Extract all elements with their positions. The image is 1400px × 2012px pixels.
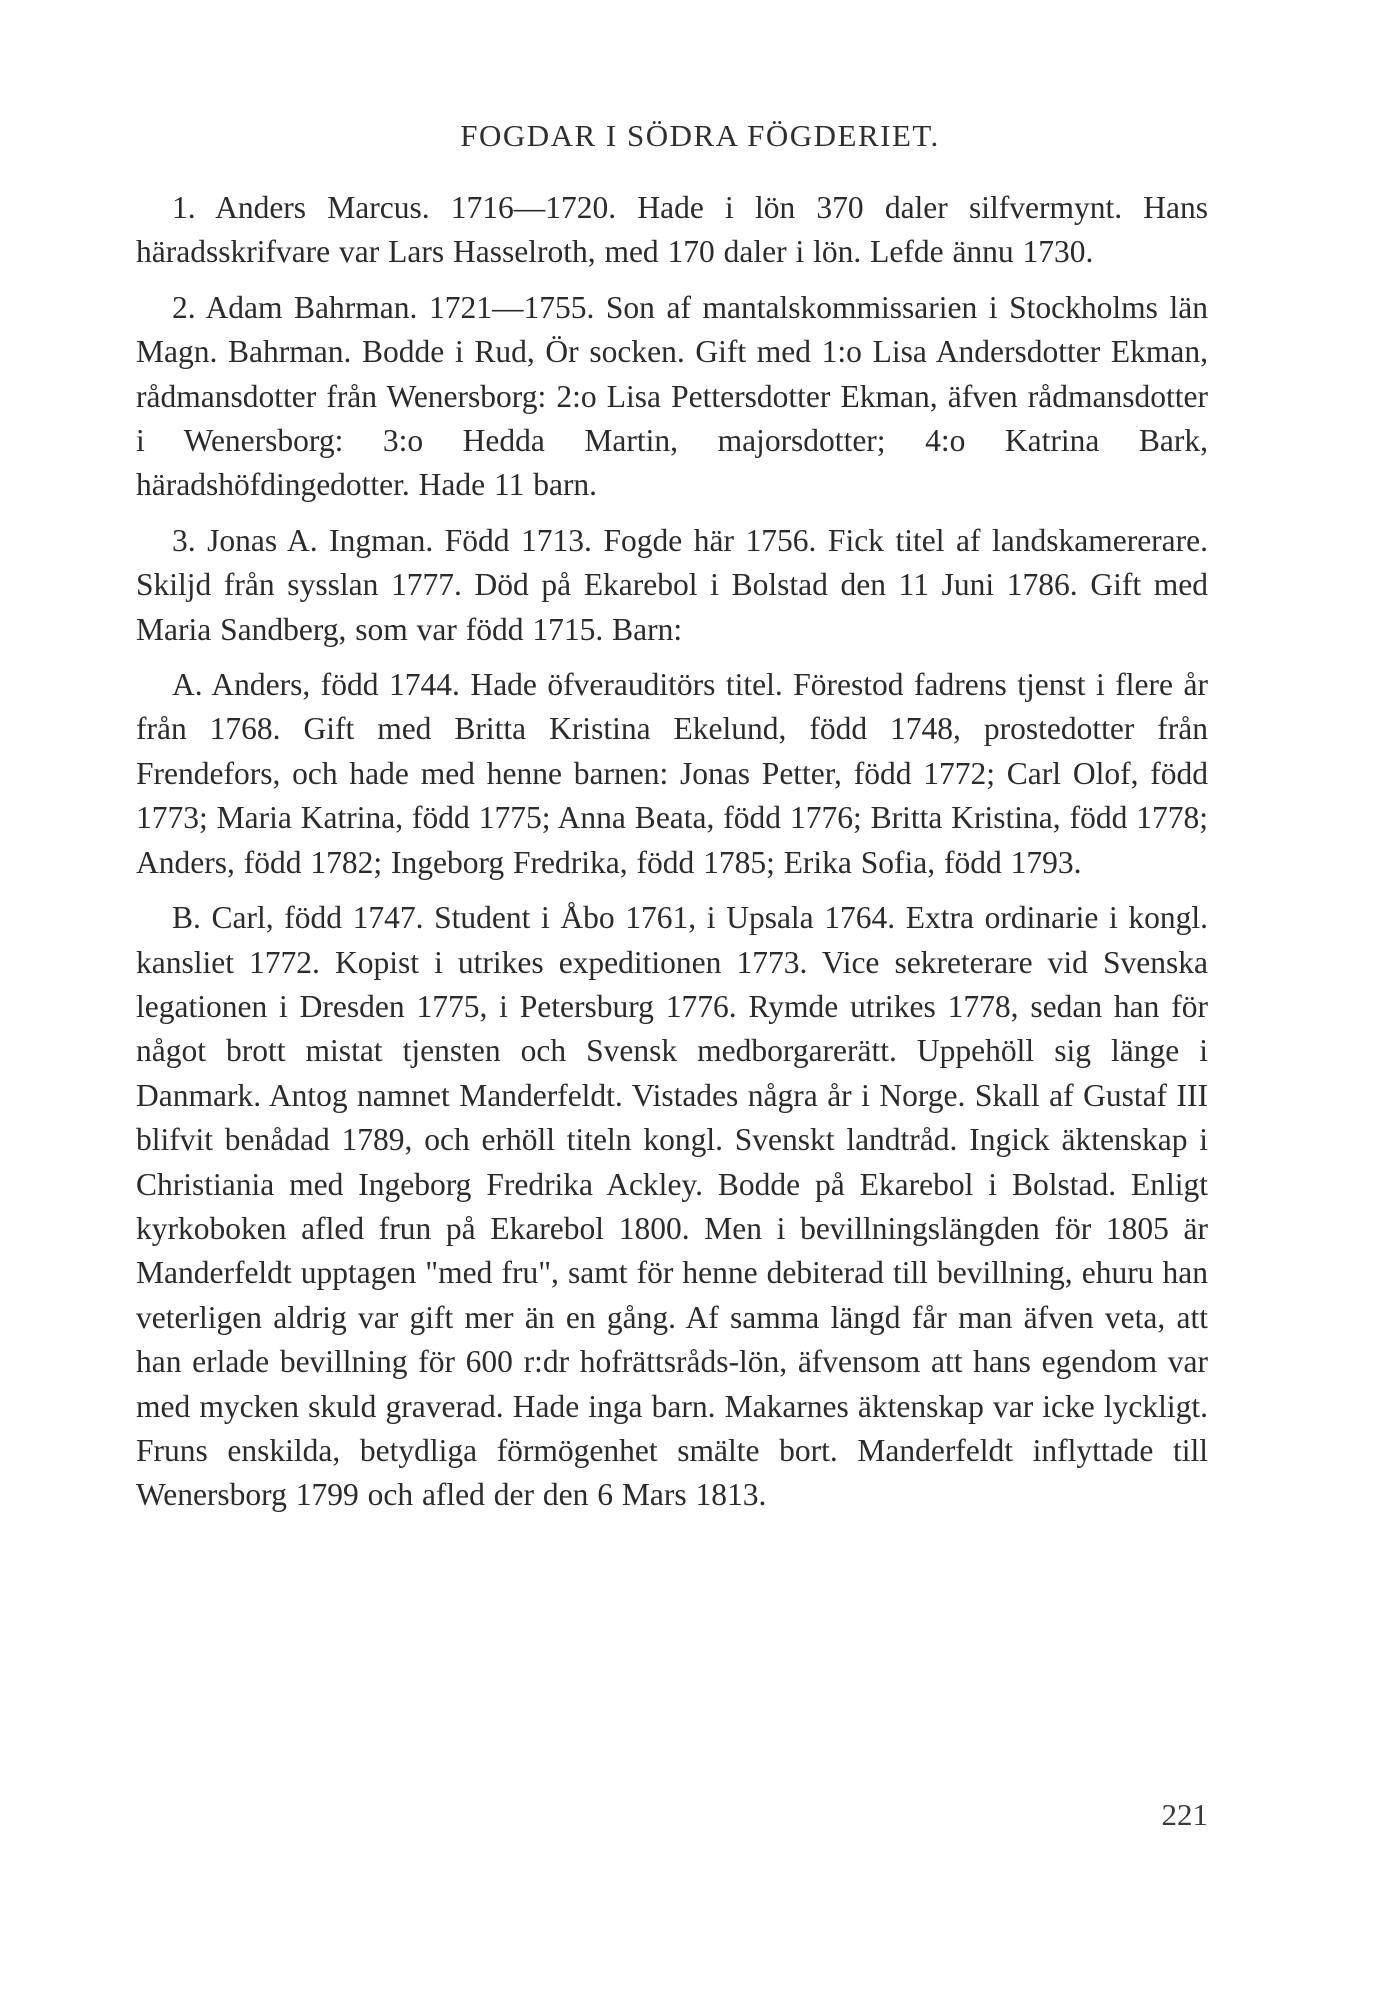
paragraph-anders-marcus: 1. Anders Marcus. 1716—1720. Hade i lön 370 daler silfvermynt. Hans häradsskrifvare var Lars Hasselroth, med 170 daler i lön. Lefde ännu 1730. xyxy=(136,190,1208,270)
body-text xyxy=(136,186,1208,1529)
page-number: 221 xyxy=(1161,1797,1208,1832)
paragraph-adam-bahrman: 2. Adam Bahrman. 1721—1755. Son af mantalskommissarien i Stockholms län Magn. Bahrman. Bodde i Rud, Ör socken. Gift med 1:o Lisa Andersdotter Ekman, rådmansdotter från Wenersborg: 2:o Lisa Pettersdotter Ekman, äfven rådmansdotter i Wenersborg: 3:o Hedda Martin, majorsdotter; 4:o Katrina Bark, häradshöfdingedotter. Hade 11 barn. xyxy=(136,289,1208,503)
paragraph-jonas-ingman: 3. Jonas A. Ingman. Född 1713. Fogde här 1756. Fick titel af landskamererare. Skiljd från sysslan 1777. Död på Ekarebol i Bolstad den 11 Juni 1786. Gift med Maria Sandberg, som var född 1715. Barn: xyxy=(136,522,1208,647)
paragraph-child-carl: B. Carl, född 1747. Student i Åbo 1761, i Upsala 1764. Extra ordinarie i kongl. kansliet 1772. Kopist i utrikes expeditionen 1773. Vice sekreterare vid Svenska legationen i Dresden 1775, i Petersburg 1776. Rymde utrikes 1778, sedan han för något brott mistat tjensten och Svensk medborgarerätt. Uppehöll sig länge i Danmark. Antog namnet Manderfeldt. Vistades några år i Norge. Skall af Gustaf III blifvit benådad 1789, och erhöll titeln kongl. Svenskt landtråd. Ingick äktenskap i Christiania med Ingeborg Fredrika Ackley. Bodde på Ekarebol i Bolstad. Enligt kyrkoboken afled frun på Ekarebol 1800. Men i bevillningslängden för 1805 är Manderfeldt upptagen "med fru", samt för henne debiterad till bevillning, ehuru han veterligen aldrig var gift mer än en gång. Af samma längd får man äfven veta, att han erlade bevillning för 600 r:dr hofrättsråds-lön, äfvensom att hans egendom var med mycken skuld graverad. Hade inga barn. Makarnes äktenskap var icke lyckligt. Fruns enskilda, betydliga förmögenhet smälte bort. Manderfeldt inflyttade till Wenersborg 1799 och afled der den 6 Mars 1813. xyxy=(136,900,1208,1513)
page-heading: FOGDAR I SÖDRA FÖGDERIET. xyxy=(460,118,940,153)
paragraph-child-anders: A. Anders, född 1744. Hade öfverauditörs titel. Förestod fadrens tjenst i flere år från 1768. Gift med Britta Kristina Ekelund, född 1748, prostedotter från Frendefors, och hade med henne barnen: Jonas Petter, född 1772; Carl Olof, född 1773; Maria Katrina, född 1775; Anna Beata, född 1776; Britta Kristina, född 1778; Anders, född 1782; Ingeborg Fredrika, född 1785; Erika Sofia, född 1793. xyxy=(136,667,1208,880)
